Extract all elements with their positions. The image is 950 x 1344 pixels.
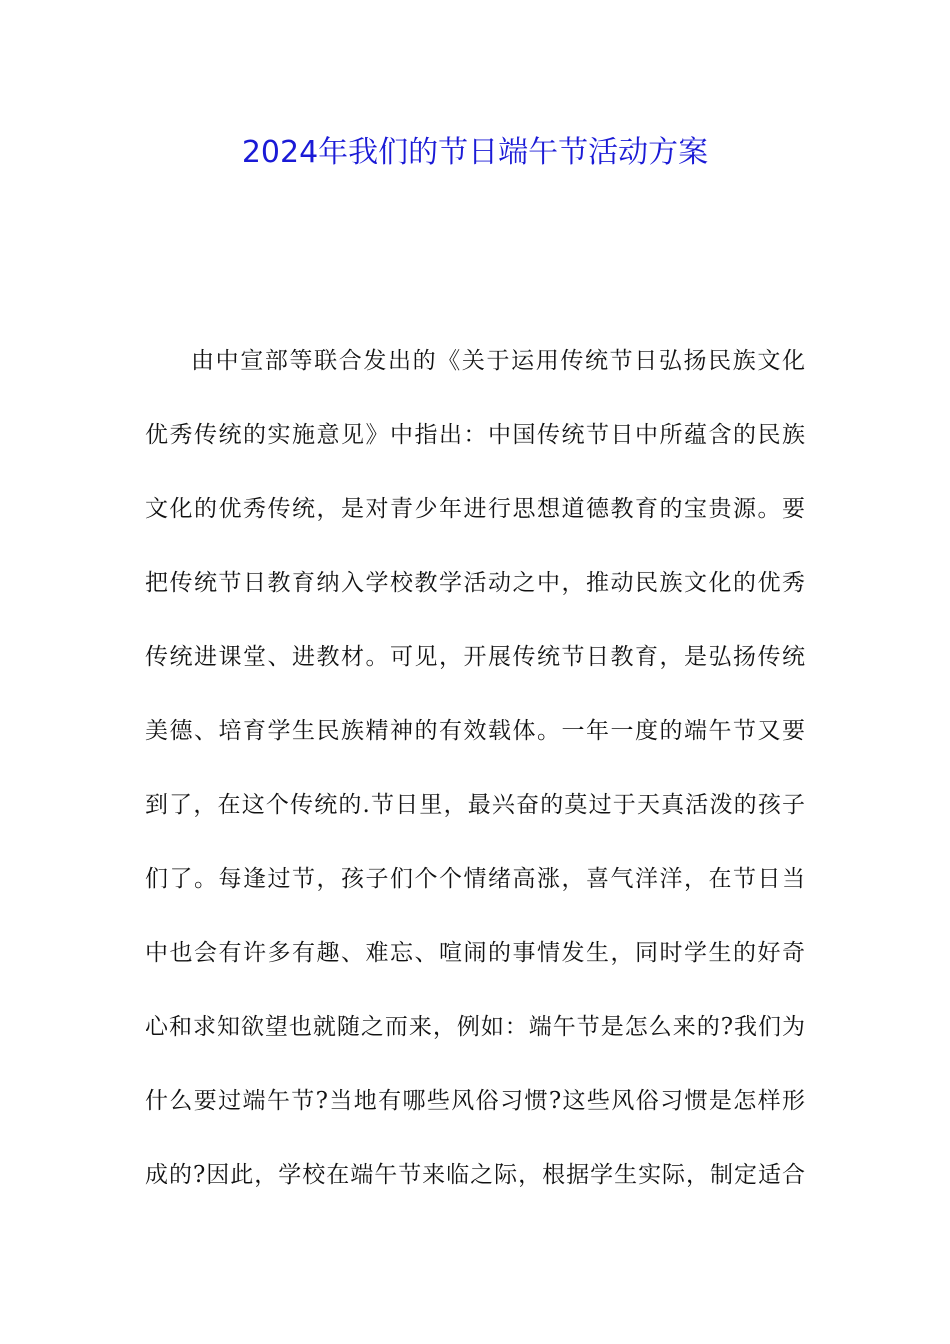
paragraph-line-1: 由中宣部等联合发出的《关于运用传统节日弘扬民族文化 xyxy=(191,348,805,374)
paragraph-line-12: 成的?因此，学校在端午节来临之际，根据学生实际，制定适合 xyxy=(145,1162,805,1188)
document-title: 2024年我们的节日端午节活动方案 xyxy=(241,135,709,170)
paragraph-line-2: 优秀传统的实施意见》中指出：中国传统节日中所蕴含的民族 xyxy=(145,422,805,448)
paragraph-line-3: 文化的优秀传统，是对青少年进行思想道德教育的宝贵源。要 xyxy=(145,496,805,522)
paragraph-line-11: 什么要过端午节?当地有哪些风俗习惯?这些风俗习惯是怎样形 xyxy=(145,1088,805,1114)
paragraph-line-10: 心和求知欲望也就随之而来，例如：端午节是怎么来的?我们为 xyxy=(145,1014,805,1040)
paragraph-line-5: 传统进课堂、进教材。可见，开展传统节日教育，是弘扬传统 xyxy=(145,644,805,670)
paragraph-line-7: 到了，在这个传统的.节日里，最兴奋的莫过于天真活泼的孩子 xyxy=(145,792,805,818)
document-body xyxy=(145,341,805,1229)
paragraph-line-8: 们了。每逢过节，孩子们个个情绪高涨，喜气洋洋，在节日当 xyxy=(145,866,805,892)
paragraph-line-9: 中也会有许多有趣、难忘、喧闹的事情发生，同时学生的好奇 xyxy=(145,940,805,966)
paragraph-line-4: 把传统节日教育纳入学校教学活动之中，推动民族文化的优秀 xyxy=(145,570,805,596)
paragraph-line-6: 美德、培育学生民族精神的有效载体。一年一度的端午节又要 xyxy=(145,718,805,744)
